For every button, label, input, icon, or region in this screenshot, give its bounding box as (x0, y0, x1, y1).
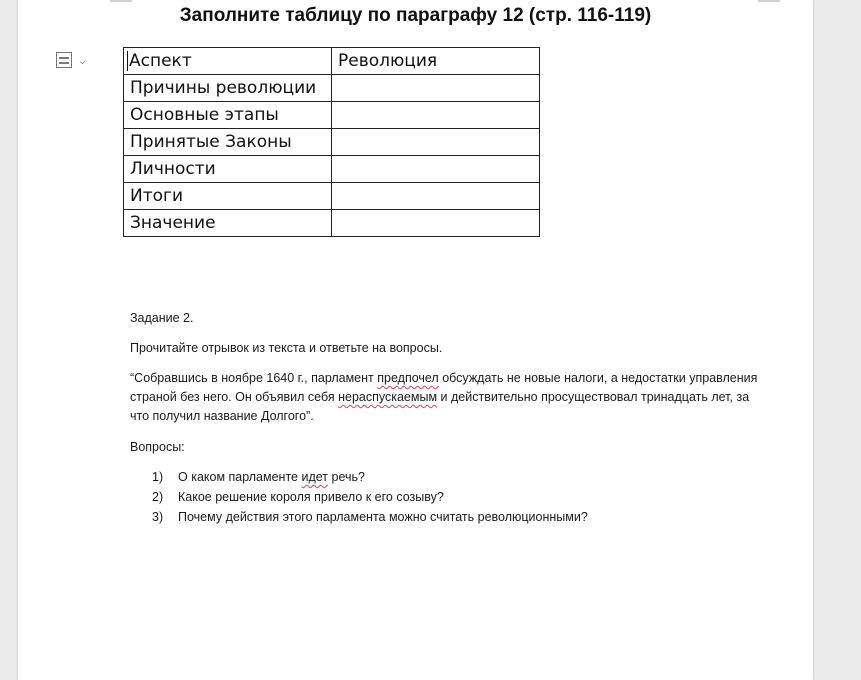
table-cell[interactable]: Причины революции (124, 75, 332, 102)
table-row (124, 75, 540, 102)
table-row (124, 183, 540, 210)
table-header-row (124, 48, 540, 75)
quote-paragraph (130, 369, 770, 426)
table-cell[interactable]: Основные этапы (124, 102, 332, 129)
list-number: 2) (152, 490, 164, 504)
document-page (18, 0, 813, 680)
list-number: 1) (152, 470, 164, 484)
table-cell[interactable]: Итоги (124, 183, 332, 210)
questions-heading: Вопросы: (130, 440, 185, 454)
table-cell[interactable]: Значение (124, 210, 332, 237)
spellcheck-flagged-word[interactable]: нераспускаемым (338, 390, 438, 404)
question-text-part: О каком парламенте (178, 470, 302, 484)
spellcheck-flagged-word[interactable]: идет (301, 470, 329, 484)
table-handle[interactable] (56, 49, 104, 71)
quote-text: “Собравшись в ноябре 1640 г., парламент (130, 371, 378, 385)
list-item (130, 467, 770, 487)
page-corner-mark (758, 0, 780, 2)
spellcheck-flagged-word[interactable]: предпочел (377, 371, 439, 385)
questions-list (130, 467, 770, 527)
table-cell[interactable] (332, 129, 540, 156)
table-row (124, 156, 540, 183)
question-text (178, 467, 365, 487)
table-row (124, 210, 540, 237)
column-header-aspect: Аспект (129, 51, 192, 71)
column-header-revolution: Революция (338, 51, 438, 71)
question-text: Какое решение короля привело к его созыву? (178, 490, 444, 504)
page-corner-mark (110, 0, 132, 2)
document-title: Заполните таблицу по параграфу 12 (стр. 116-119) (179, 5, 652, 26)
quote-text: обсуждать не новые налоги, а недостатки управления страной без него. Он объявил себя (130, 371, 758, 404)
question-text: Почему действия этого парламента можно считать революционными? (178, 510, 588, 524)
list-item (130, 507, 770, 527)
table-row (124, 129, 540, 156)
aspect-table[interactable] (123, 47, 540, 237)
table-cell[interactable] (332, 210, 540, 237)
table-cell[interactable] (332, 183, 540, 210)
table-row (124, 102, 540, 129)
table-cell[interactable] (332, 75, 540, 102)
table-cell[interactable] (332, 156, 540, 183)
task-instruction: Прочитайте отрывок из текста и ответьте на вопросы. (130, 341, 443, 355)
table-cell[interactable] (332, 102, 540, 129)
table-cell[interactable]: Личности (124, 156, 332, 183)
question-text-part: речь? (328, 470, 365, 484)
list-number: 3) (152, 510, 164, 524)
quote-text: и действительно просуществовал тринадцать лет, за что получил название Долгого”. (130, 390, 750, 423)
list-item (130, 487, 770, 507)
task-heading: Задание 2. (130, 311, 194, 325)
table-cell[interactable]: Принятые Законы (124, 129, 332, 156)
chevron-down-icon[interactable]: ⌄ (78, 54, 88, 67)
table-cell[interactable] (124, 48, 332, 75)
table-move-handle-icon[interactable] (56, 52, 72, 68)
table-cell[interactable] (332, 48, 540, 75)
